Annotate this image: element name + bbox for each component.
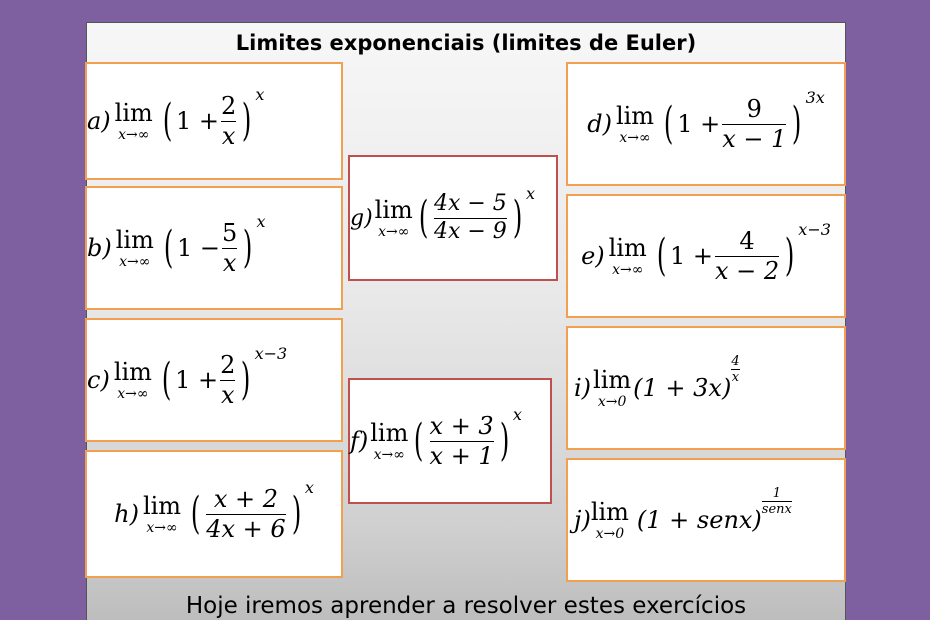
- exercise-label: d): [587, 110, 612, 138]
- limit-operator: lim x→∞: [608, 233, 647, 278]
- exercise-f-formula: f) lim x→∞ ( $\frac{x + 3}{x + 1}$ ) x: [350, 405, 522, 470]
- limit-operator: lim x→∞: [142, 491, 182, 536]
- exercise-h-box: [85, 450, 343, 578]
- limit-operator: lim x→∞: [113, 357, 152, 402]
- fraction: $\frac{9}{x - 1}$: [722, 95, 787, 153]
- limit-operator: lim x→∞: [615, 101, 655, 146]
- exercise-label: e): [581, 242, 605, 270]
- exercise-e-formula: e) lim x→∞ ( 1 + $\frac{4}{x - 2}$ ) x−3: [581, 220, 831, 285]
- fraction: $\frac{4}{x - 2}$: [714, 227, 780, 285]
- exponent: x: [512, 405, 522, 425]
- exercise-b-box: [85, 186, 343, 310]
- exponent: x: [525, 184, 535, 204]
- exercise-c-formula: c) lim x→∞ ( 1 + $\frac{2}{x}$ ) x−3: [87, 344, 288, 409]
- fraction: $\frac{2}{x}$: [220, 92, 237, 150]
- exercise-label: a): [87, 107, 111, 135]
- exercise-a-box: [85, 62, 343, 180]
- exercise-i-box: [566, 326, 846, 450]
- footer-caption: Hoje iremos aprender a resolver estes exercícios: [185, 593, 747, 619]
- exercise-label: f): [350, 427, 369, 455]
- exercise-d-formula: d) lim x→∞ ( 1 + $\frac{9}{x - 1}$ ) 3x: [587, 88, 825, 153]
- exercise-e-box: [566, 194, 846, 318]
- exercise-d-box: [566, 62, 846, 186]
- fraction: $\frac{5}{x}$: [222, 219, 238, 277]
- exercise-b-formula: b) lim x→∞ ( 1 − $\frac{5}{x}$ ) x: [87, 212, 266, 277]
- exercise-label: c): [87, 366, 110, 394]
- exercise-g-formula: g) lim x→∞ ( $\frac{4x - 5}{4x - 9}$ ) x: [350, 184, 535, 244]
- limit-operator: lim x→∞: [114, 98, 153, 143]
- exercise-label: b): [87, 234, 112, 262]
- fraction: $\frac{x + 2}{4x + 6}$: [206, 485, 286, 543]
- exponent: x−3: [254, 344, 288, 364]
- exercise-label: g): [350, 205, 373, 231]
- exponent: 3x: [805, 88, 825, 108]
- exercise-j-box: [566, 458, 846, 582]
- exercise-h-formula: h) lim x→∞ ( $\frac{x + 2}{4x + 6}$ ) x: [114, 478, 314, 543]
- limit-operator: lim x→0: [590, 497, 629, 542]
- exercise-i-formula: i) lim x→0 (1 + 3x) 4 x: [574, 353, 740, 410]
- exercise-f-box: [348, 378, 552, 504]
- fraction: $\frac{2}{x}$: [220, 351, 236, 409]
- exponent-fraction: 1 senx: [761, 485, 792, 517]
- limit-operator: lim x→∞: [370, 418, 409, 463]
- fraction: $\frac{4x - 5}{4x - 9}$: [433, 191, 507, 244]
- fraction: $\frac{x + 3}{x + 1}$: [429, 412, 494, 470]
- exercise-a-formula: a) lim x→∞ ( 1 + $\frac{2}{x}$ ) x: [87, 85, 265, 150]
- exercise-g-box: [348, 155, 558, 281]
- limit-operator: lim x→∞: [115, 225, 154, 270]
- limit-operator: lim x→∞: [374, 195, 413, 240]
- exponent: x: [304, 478, 314, 498]
- exercise-label: h): [114, 500, 139, 528]
- page-title: Limites exponenciais (limites de Euler): [235, 31, 697, 55]
- exercise-c-box: [85, 318, 343, 442]
- exercise-label: i): [574, 374, 592, 402]
- exercise-label: j): [574, 506, 591, 534]
- exponent: x: [255, 85, 265, 105]
- exponent-fraction: 4 x: [731, 353, 740, 385]
- limit-operator: lim x→0: [593, 365, 632, 410]
- exponent: x−3: [798, 220, 831, 240]
- exercise-j-formula: j) lim x→0 (1 + senx) 1 senx: [574, 485, 792, 542]
- exponent: x: [256, 212, 266, 232]
